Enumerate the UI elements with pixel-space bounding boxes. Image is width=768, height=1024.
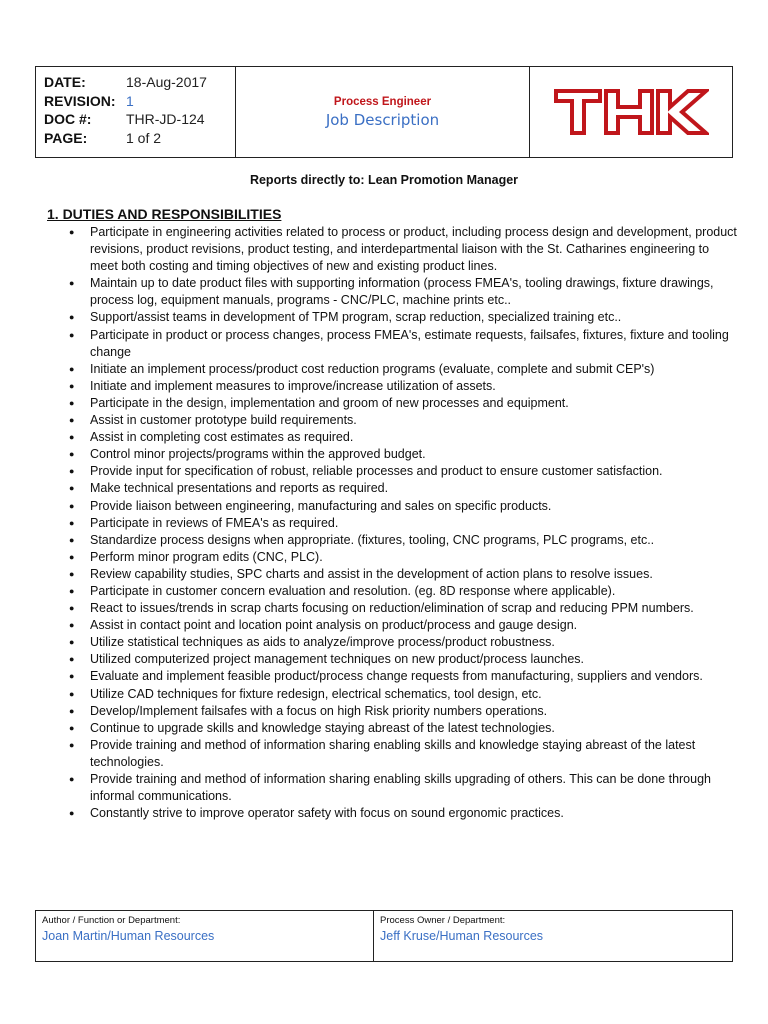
owner-cell — [374, 911, 732, 961]
duty-item — [47, 480, 737, 497]
doc-type: Job Description — [325, 110, 440, 129]
duty-item — [47, 532, 737, 549]
duty-text: Provide liaison between engineering, manufacturing and sales on specific products. — [90, 498, 552, 513]
duty-text: Review capability studies, SPC charts and assist in the development of action plans to resolve issues. — [90, 566, 653, 581]
duty-text: Assist in completing cost estimates as required. — [90, 430, 354, 445]
meta-page-value: 1 of 2 — [126, 129, 162, 146]
duty-item — [47, 549, 737, 566]
bullet-icon: ● — [69, 637, 75, 648]
bullet-icon: ● — [69, 722, 75, 733]
duty-text: Participate in engineering activities related to process or product, including process design and development, product revisions, product revisions, product testing, and interdepartmental liaison with the St. Catharines engineering to meet both costing and timing objectives of new and existing product lines. — [90, 225, 737, 274]
author-label: Author / Function or Department: — [42, 915, 181, 926]
bullet-icon: ● — [69, 688, 75, 699]
duty-text: Participate in reviews of FMEA's as required. — [90, 515, 339, 530]
job-title: Process Engineer — [333, 95, 432, 108]
duty-item — [47, 617, 737, 634]
duty-text: Assist in customer prototype build requirements. — [90, 413, 357, 428]
duty-item — [47, 224, 737, 275]
duty-item — [47, 668, 737, 685]
meta-date-value: 18-Aug-2017 — [126, 74, 207, 90]
meta-revision-label: REVISION: — [44, 92, 116, 109]
bullet-icon: ● — [69, 415, 75, 426]
duty-text: Participate in the design, implementation and groom of new processes and equipment. — [90, 395, 569, 410]
duty-item — [47, 703, 737, 720]
duty-item — [47, 737, 737, 771]
bullet-icon: ● — [69, 363, 75, 374]
duty-text: Develop/Implement failsafes with a focus on high Risk priority numbers operations. — [90, 703, 548, 718]
owner-value: Jeff Kruse/Human Resources — [380, 929, 544, 943]
duty-text: Provide input for specification of robust, reliable processes and product to ensure customer satisfaction. — [90, 464, 663, 479]
duty-item — [47, 327, 737, 361]
duty-item — [47, 361, 737, 378]
duty-item — [47, 275, 737, 309]
bullet-icon: ● — [69, 329, 75, 340]
duty-text: Initiate and implement measures to improve/increase utilization of assets. — [90, 378, 496, 393]
duty-text: Constantly strive to improve operator safety with focus on sound ergonomic practices. — [90, 806, 564, 821]
meta-date — [44, 73, 235, 92]
duty-text: Provide training and method of information sharing enabling skills upgrading of others. This can be done through informal communications. — [90, 772, 711, 804]
duties-list — [47, 224, 737, 822]
owner-label: Process Owner / Department: — [380, 915, 506, 926]
bullet-icon: ● — [69, 278, 75, 289]
duty-text: Maintain up to date product files with supporting information (process FMEA's, tooling drawings, fixture drawings, process log, equipment manuals, programs - CNC/PLC, machine prints etc.. — [90, 276, 714, 308]
duty-text: Evaluate and implement feasible product/process change requests from manufacturing, suppliers and vendors. — [90, 669, 703, 684]
reports-to: Reports directly to: Lean Promotion Manager — [249, 173, 519, 187]
duty-item — [47, 583, 737, 600]
duty-item — [47, 378, 737, 395]
duty-text: Support/assist teams in development of TPM program, scrap reduction, specialized training etc.. — [90, 310, 622, 325]
duty-item — [47, 720, 737, 737]
duty-item — [47, 395, 737, 412]
duty-item — [47, 634, 737, 651]
duty-text: Control minor projects/programs within the approved budget. — [90, 447, 426, 462]
document-footer — [35, 910, 733, 962]
bullet-icon: ● — [69, 620, 75, 631]
doc-meta — [36, 67, 236, 157]
duty-item — [47, 498, 737, 515]
duty-text: Make technical presentations and reports as required. — [90, 481, 389, 496]
author-value: Joan Martin/Human Resources — [42, 929, 215, 943]
duty-item — [47, 463, 737, 480]
meta-docnum-value: THR-JD-124 — [126, 111, 205, 127]
duty-item — [47, 686, 737, 703]
duty-item — [47, 429, 737, 446]
duty-text: Assist in contact point and location point analysis on product/process and gauge design. — [90, 618, 578, 633]
duty-text: Participate in product or process changes, process FMEA's, estimate requests, failsafes, fixtures, fixture and tooling change — [90, 327, 729, 359]
meta-revision-value: 1 — [126, 92, 134, 109]
bullet-icon: ● — [69, 603, 75, 614]
duty-text: Perform minor program edits (CNC, PLC). — [90, 549, 323, 564]
meta-revision — [44, 92, 235, 111]
duty-text: Utilized computerized project management techniques on new product/process launches. — [90, 652, 585, 667]
meta-docnum — [44, 110, 235, 129]
bullet-icon: ● — [69, 312, 75, 323]
meta-page — [44, 129, 235, 148]
bullet-icon: ● — [69, 808, 75, 819]
bullet-icon: ● — [69, 654, 75, 665]
duty-text: Utilize statistical techniques as aids to analyze/improve process/product robustness. — [90, 635, 555, 650]
bullet-icon: ● — [69, 517, 75, 528]
duty-item — [47, 771, 737, 805]
duty-text: Standardize process designs when appropriate. (fixtures, tooling, CNC programs, PLC programs, etc.. — [90, 532, 655, 547]
bullet-icon: ● — [69, 227, 75, 237]
duty-text: Continue to upgrade skills and knowledge staying abreast of the latest technologies. — [90, 720, 555, 735]
duty-text: React to issues/trends in scrap charts focusing on reduction/elimination of scrap and reducing PPM numbers. — [90, 601, 694, 616]
bullet-icon: ● — [69, 551, 75, 562]
duty-item — [47, 805, 737, 822]
bullet-icon: ● — [69, 774, 75, 784]
bullet-icon: ● — [69, 739, 75, 750]
bullet-icon: ● — [69, 568, 75, 579]
bullet-icon: ● — [69, 500, 75, 511]
doc-title — [236, 67, 530, 157]
bullet-icon: ● — [69, 705, 75, 716]
bullet-icon: ● — [69, 534, 75, 545]
bullet-icon: ● — [69, 466, 75, 477]
author-cell — [36, 911, 374, 961]
meta-page-label: PAGE: — [44, 129, 88, 146]
duty-text: Provide training and method of information sharing enabling skills and knowledge staying abreast of the latest technologies. — [90, 737, 696, 769]
bullet-icon: ● — [69, 449, 75, 460]
duty-text: Initiate an implement process/product cost reduction programs (evaluate, complete and submit CEP's) — [90, 361, 655, 376]
bullet-icon: ● — [69, 432, 75, 443]
bullet-icon: ● — [69, 380, 75, 391]
duty-item — [47, 446, 737, 463]
duty-item — [47, 412, 737, 429]
meta-docnum-label: DOC #: — [44, 111, 92, 127]
bullet-icon: ● — [69, 483, 75, 494]
duty-item — [47, 515, 737, 532]
section-title: 1. DUTIES AND RESPONSIBILITIES — [47, 206, 282, 222]
meta-date-label: DATE: — [44, 74, 86, 90]
bullet-icon: ● — [69, 397, 75, 408]
duty-text: Participate in customer concern evaluation and resolution. (eg. 8D response where applicable). — [90, 583, 616, 598]
duty-item — [47, 600, 737, 617]
document-header — [35, 66, 733, 158]
thk-logo-icon — [553, 88, 709, 136]
duty-item — [47, 309, 737, 326]
bullet-icon: ● — [69, 585, 75, 596]
duty-text: Utilize CAD techniques for fixture redesign, electrical schematics, tool design, etc. — [90, 686, 542, 701]
bullet-icon: ● — [69, 671, 75, 682]
logo-cell — [530, 67, 732, 157]
duty-item — [47, 651, 737, 668]
duty-item — [47, 566, 737, 583]
